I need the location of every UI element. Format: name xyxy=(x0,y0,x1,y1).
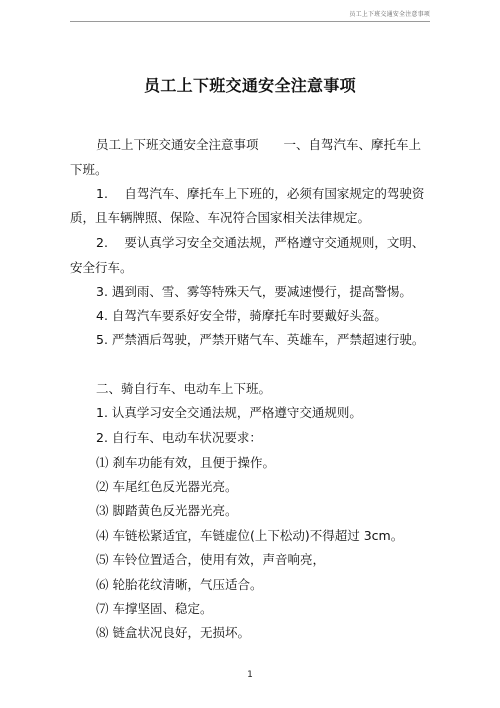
paragraph-line: 4. 自驾汽车要系好安全带，骑摩托车时要戴好头盔。 xyxy=(96,308,387,323)
page-number: 1 xyxy=(247,670,253,680)
paragraph-line: 员工上下班交通安全注意事项 一、自驾汽车、摩托车上 xyxy=(96,137,422,152)
paragraph-line: 5. 严禁酒后驾驶，严禁开赌气车、英雄车，严禁超速行驶。 xyxy=(96,332,425,347)
paragraph-line: 安全行车。 xyxy=(70,260,133,275)
paragraph-line: 3. 遇到雨、雪、雾等特殊天气，要减速慢行，提高警惕。 xyxy=(96,284,412,299)
paragraph-line: 2. 自行车、电动车状况要求： xyxy=(96,430,262,445)
list-item: ⑵ 车尾红色反光器光亮。 xyxy=(96,479,238,494)
header-divider xyxy=(70,21,430,22)
paragraph-line: 1. 认真学习安全交通法规，严格遵守交通规则。 xyxy=(96,405,362,420)
list-item: ⑴ 刹车功能有效，且便于操作。 xyxy=(96,455,275,470)
list-item: ⑹ 轮胎花纹清晰，气压适合。 xyxy=(96,577,263,592)
document-title: 员工上下班交通安全注意事项 xyxy=(144,76,356,95)
list-item: ⑸ 车铃位置适合，使用有效，声音响亮， xyxy=(96,552,325,567)
paragraph-line: 下班。 xyxy=(70,162,108,177)
paragraph-line: 1. 自驾汽车、摩托车上下班的，必须有国家规定的驾驶资 xyxy=(96,186,425,201)
list-item: ⑺ 车撑坚固、稳定。 xyxy=(96,601,213,616)
list-item: ⑶ 脚踏黄色反光器光亮。 xyxy=(96,503,238,518)
list-item: ⑻ 链盒状况良好，无损坏。 xyxy=(96,625,250,640)
running-header: 员工上下班交通安全注意事项 xyxy=(349,11,430,18)
section-heading: 二、骑自行车、电动车上下班。 xyxy=(96,381,272,396)
paragraph-line: 2. 要认真学习安全交通法规，严格遵守交通规则，文明、 xyxy=(96,235,425,250)
list-item: ⑷ 车链松紧适宜，车链虚位(上下松动)不得超过 3cm。 xyxy=(96,528,404,543)
paragraph-line: 质，且车辆牌照、保险、车况符合国家相关法律规定。 xyxy=(70,210,371,225)
